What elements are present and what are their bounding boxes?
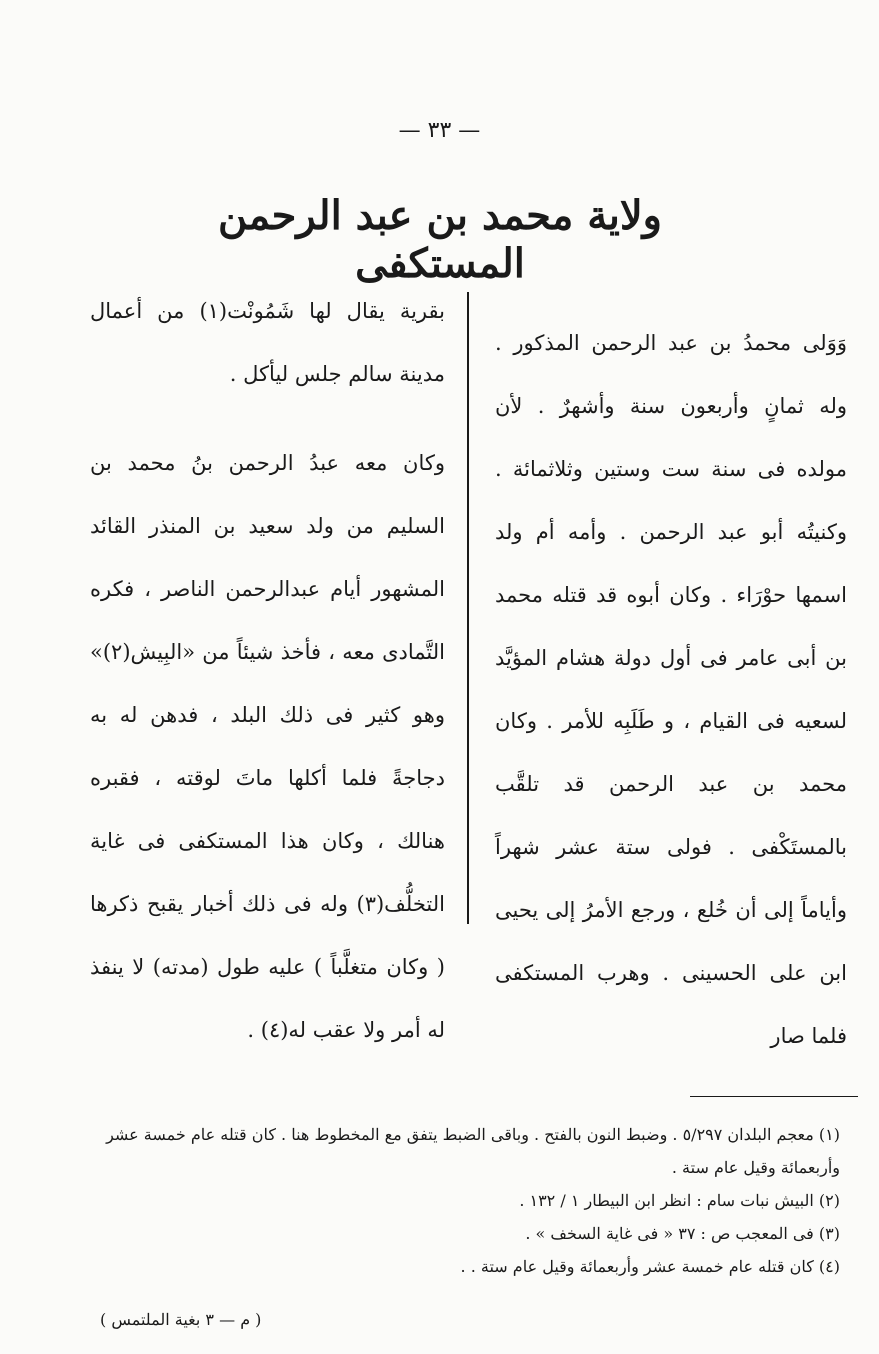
left-column	[90, 280, 445, 1062]
footnotes	[80, 1118, 840, 1283]
page-number: — ٣٣ —	[398, 118, 481, 143]
footnote-1: (١) معجم البلدان ٥/٢٩٧ . وضبط النون بالفتح . وباقى الضبط يتفق مع المخطوط هنا . كان قتله عام خمسة عشر وأربعمائة وقيل عام ستة .	[106, 1125, 840, 1177]
left-column-paragraph-2: وكان معه عبدُ الرحمن بنُ محمد بن السليم من ولد سعيد بن المنذر القائد المشهور أيام عبدالرحمن الناصر ، فكره التَّمادى معه ، فأخذ شيئاً من «البِيش(٢)» وهو كثير فى ذلك البلد ، فدهن له به دجاجةً فلما أكلها ماتَ لوقته ، فقبره هنالك ، وكان هذا المستكفى فى غاية التخلُّف(٣) وله فى ذلك أخبار يقبح ذكرها ( وكان متغلَّباً ) عليه طول (مدته) لا ينفذ له أمر ولا عقب له(٤) .	[90, 451, 445, 1042]
signature-mark	[100, 1310, 300, 1329]
chapter-title: ولاية محمد بن عبد الرحمن المستكفى	[218, 192, 662, 287]
column-divider	[467, 292, 469, 924]
right-column	[495, 312, 847, 1068]
footnote-3: (٣) فى المعجب ص : ٣٧ « فى غاية السخف » .	[525, 1224, 840, 1243]
footnote-4: (٤) كان قتله عام خمسة عشر وأربعمائة وقيل عام ستة . .	[460, 1257, 840, 1276]
footnote-2: (٢) البيش نبات سام : انظر ابن البيطار ١ / ١٣٢ .	[519, 1191, 840, 1210]
left-column-paragraph-1: بقرية يقال لها شَمُونْت(١) من أعمال مدينة سالم جلس ليأكل .	[90, 299, 445, 386]
signature-text: ( م — ٣ بغية الملتمس )	[100, 1310, 262, 1329]
footnote-rule	[690, 1096, 858, 1097]
right-column-paragraph: وَوَلى محمدُ بن عبد الرحمن المذكور . وله ثمانٍ وأربعون سنة وأشهرٌ . لأن مولده فى سنة ست وستين وثلاثمائة . وكنيتُه أبو عبد الرحمن . وأمه أم ولد اسمها حوْرَاء . وكان أبوه قد قتله محمد بن أبى عامر فى أول دولة هشام المؤيَّد لسعيه فى القيام ، و طَلَبِه للأمر . وكان محمد بن عبد الرحمن قد تلقَّب بالمستَكْفى . فولى ستة عشر شهراً وأياماً إلى أن خُلع ، ورجع الأمرُ إلى يحيى ابن على الحسينى . وهرب المستكفى فلما صار	[495, 331, 847, 1048]
